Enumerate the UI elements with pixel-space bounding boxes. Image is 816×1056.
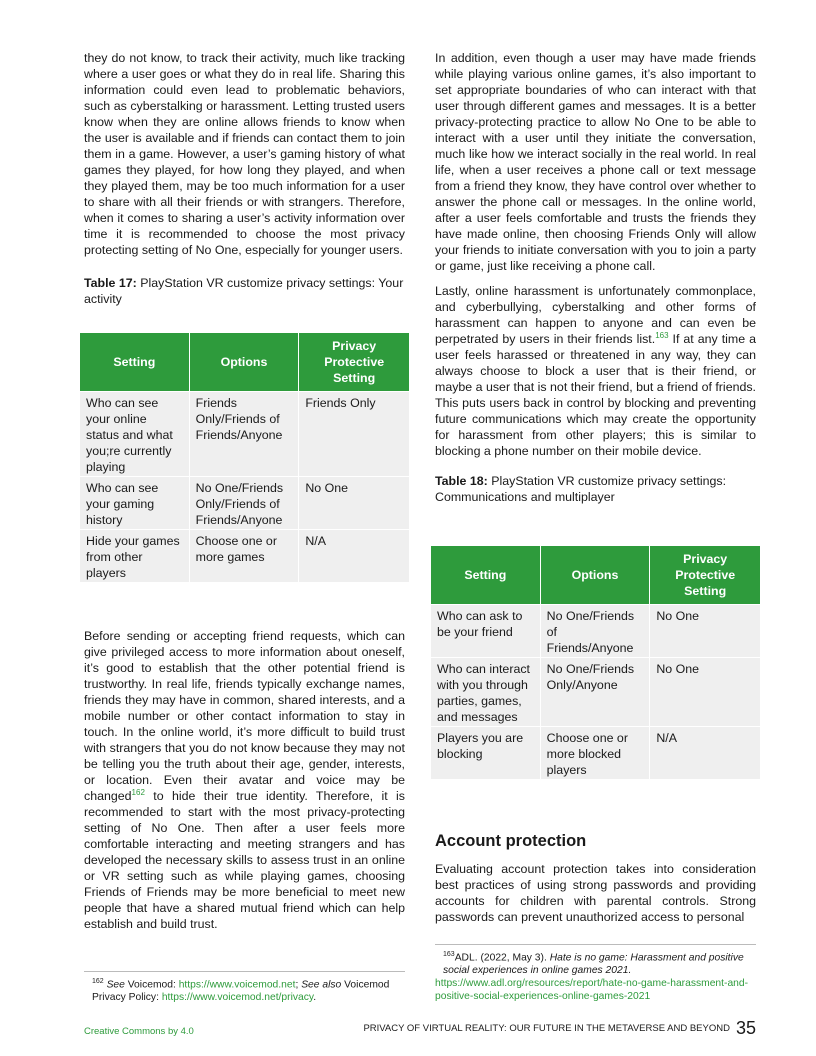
paragraph-harassment [435,283,756,459]
cell-protective: N/A [299,530,409,582]
header-options: Options [190,333,299,391]
account-protection-section [435,832,756,925]
footnote-sep: ; [295,979,302,991]
left-column-lower [84,628,405,941]
table-17-label: Table 17: [84,276,137,290]
cell-setting: Who can see your gaming history [80,477,189,529]
paragraph-friend-requests [84,628,405,932]
table-18-caption [435,473,756,505]
paragraph-text-b: If at any time a user feels harassed or threatened in any way, they can always choose to block a user that is their friend, or maybe a user that is not their friend, but a friend of friends. This puts users back in control by blocking and preventing future communications which may create the opportunity for harassment from other players; this is similar to blocking a phone number on their mobile device. [435,332,756,458]
footer-title: PRIVACY OF VIRTUAL REALITY: OUR FUTURE IN THE METAVERSE AND BEYOND [363,1023,730,1034]
paragraph-boundaries: In addition, even though a user may have made friends while playing various online games, it’s also important to set appropriate boundaries of who can interact with that user through different games and messages. It is a better privacy-protecting practice to allow No One to be able to interact with a user until they initiate the conversation, much like how we interact socially in the real world. In real life, when a user receives a phone call or text message from a friend they know, they have control over whether to answer the phone call or messages. In the online world, after a user feels comfortable and trusts the friends they have made online, then choosing Friends Only will allow your friends to initiate conversation with you to join a party or game, just like receiving a phone call. [435,51,756,273]
paragraph-text-a: Before sending or accepting friend requests, which can give privileged access to more information about oneself, it’s good to establish that the other potential friend is trustworthy. In real life, friends typically exchange names, friends they may have in common, shared interests, and a mobile number or other contact information to stay in touch. In the online world, it’s more difficult to build trust with strangers that you do not know because they may not be telling you the truth about their age, gender, interests, or location. Even their avatar and voice may be changed [84,629,405,803]
page-number: 35 [735,1018,756,1038]
table-header-row [431,546,760,604]
cell-setting: Who can ask to be your friend [431,605,540,657]
footnote-title: Hate is no game: Harassment and positive social experiences in online games 2021. [443,952,744,977]
footnote-ref-162[interactable]: 162 [131,787,145,797]
table-18-caption-text: PlayStation VR customize privacy settings: Communications and multiplayer [435,474,727,504]
cell-setting: Hide your games from other players [80,530,189,582]
footnote-see: See [106,979,125,991]
footnote-end: . [313,992,317,1004]
header-options: Options [541,546,650,604]
footnote-link-privacy[interactable]: https://www.voicemod.net/privacy [161,992,314,1004]
header-privacy-protective-setting: Privacy Protective Setting [299,333,409,391]
cell-protective: No One [299,477,409,529]
cell-options: No One/Friends Only/Anyone [541,658,650,726]
cell-options: No One/Friends of Friends/Anyone [541,605,650,657]
right-column [435,50,756,519]
account-protection-text: Evaluating account protection takes into consideration best practices of using strong passwords and providing accounts for children with parental controls. Strong passwords can prevent unauthorized access to personal [435,862,756,924]
footnote-divider [84,971,405,972]
paragraph-text-b: to hide their true identity. Therefore, it is recommended to start with the most privacy-protecting setting of No One. Then after a user feels more comfortable interacting and meeting strangers and has developed the necessary skills to assess trust in an online or VR setting such as while playing games, choosing Friends of Friends may be more beneficial to meet new people that have a shared mutual friend which can help establish and build trust. [84,789,405,931]
section-heading: Account protection [435,832,587,850]
cell-protective: No One [650,658,760,726]
table-row [431,658,760,726]
cell-setting: Who can see your online status and what you;re currently playing [80,392,189,476]
table-row [431,605,760,657]
footnote-divider [435,944,756,945]
header-setting: Setting [431,546,540,604]
footnote-162 [84,971,405,1004]
table-18 [430,545,761,780]
cell-protective: Friends Only [299,392,409,476]
table-row [80,530,409,582]
footnote-see-also: See also [301,979,342,991]
cell-setting: Who can interact with you through parties, games, and messages [431,658,540,726]
table-18-label: Table 18: [435,474,488,488]
table-17 [79,332,410,583]
left-column [84,50,405,321]
footnote-number: 162 [92,978,104,985]
footnote-link[interactable]: https://www.adl.org/resources/report/hate-no-game-harassment-and-positive-social-experiences-online-games-2021 [435,978,749,1003]
footnote-ref-163[interactable]: 163 [655,330,669,340]
header-privacy-protective-setting: Privacy Protective Setting [650,546,760,604]
table-row [431,727,760,779]
footnote-text: ADL. (2022, May 3). [454,952,550,964]
footer-license[interactable]: Creative Commons by 4.0 [84,1026,194,1037]
footnote-163 [435,944,756,1003]
footnote-number: 163 [443,951,455,958]
cell-setting: Players you are blocking [431,727,540,779]
paragraph-text-a: Lastly, online harassment is unfortunately commonplace, and cyberbullying, cyberstalking and other forms of harassment can happen to anyone and can even be perpetrated by users in their friends list. [435,284,756,346]
table-row [80,477,409,529]
footnote-link-voicemod[interactable]: https://www.voicemod.net [178,979,296,991]
cell-options: No One/Friends Only/Friends of Friends/Anyone [190,477,299,529]
footer-running-title [363,1018,756,1039]
table-17-caption [84,275,405,307]
cell-options: Choose one or more blocked players [541,727,650,779]
cell-options: Choose one or more games [190,530,299,582]
cell-protective: No One [650,605,760,657]
paragraph-activity-sharing: they do not know, to track their activity, much like tracking where a user goes or what they do in real life. Sharing this information could even lead to problematic behaviors, such as cyberstalking or harassment. Letting trusted users know when they are online allows friends to know when the user is available and if friends can contact them to join them in a game. However, a user’s gaming history of what games they played, for how long they played, and when they played them, may be too much information for a user to share with all their friends or with strangers. Therefore, when it comes to sharing a user’s activity information over time it is recommended to choose the most privacy protecting setting of No One, especially for younger users. [84,51,405,257]
header-setting: Setting [80,333,189,391]
footnote-text: Voicemod: [124,979,179,991]
footnote-body [435,948,756,977]
table-header-row [80,333,409,391]
footnote-text-2: Voicemod Privacy Policy: [92,979,390,1004]
cell-protective: N/A [650,727,760,779]
footnote-body [84,975,405,1004]
table-row [80,392,409,476]
cell-options: Friends Only/Friends of Friends/Anyone [190,392,299,476]
table-17-caption-text: PlayStation VR customize privacy settings: Your activity [84,276,404,306]
